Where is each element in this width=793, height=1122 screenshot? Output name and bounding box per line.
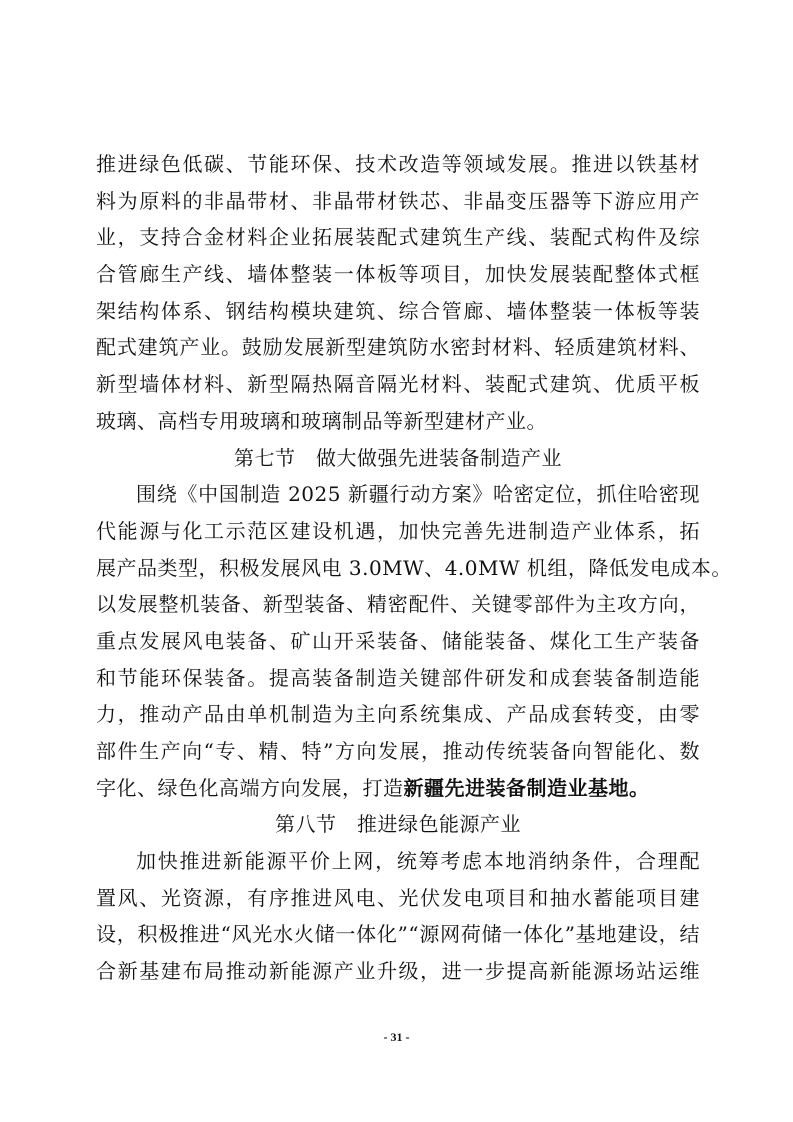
text-line: 架结构体系、钢结构模块建筑、综合管廊、墙体整装一体板等装 — [96, 298, 700, 323]
text-line: 置风、光资源，有序推进风电、光伏发电项目和抽水蓄能项目建 — [96, 885, 700, 910]
text-line: 以发展整机装备、新型装备、精密配件、关键零部件为主攻方向， — [96, 592, 700, 617]
text-line: 和节能环保装备。提高装备制造关键部件研发和成套装备制造能 — [96, 665, 700, 690]
text-line: 新型墙体材料、新型隔热隔音隔光材料、装配式建筑、优质平板 — [96, 372, 700, 397]
text-line: 加快推进新能源平价上网，统筹考虑本地消纳条件，合理配 — [136, 849, 700, 874]
text-line: 代能源与化工示范区建设机遇，加快完善先进制造产业体系，拓 — [96, 518, 700, 543]
text-line: 设，积极推进“风光水火储一体化”“源网荷储一体化”基地建设，结 — [96, 922, 700, 947]
text-line: 配式建筑产业。鼓励发展新型建筑防水密封材料、轻质建筑材料、 — [96, 335, 700, 360]
text-line: 料为原料的非晶带材、非晶带材铁芯、非晶变压器等下游应用产 — [96, 188, 700, 213]
text-line: 合管廊生产线、墙体整装一体板等项目，加快发展装配整体式框 — [96, 262, 700, 287]
body-text — [96, 146, 732, 990]
section-heading-7: 第七节 做大做强先进装备制造产业 — [234, 445, 562, 470]
text-line: 重点发展风电装备、矿山开采装备、储能装备、煤化工生产装备 — [96, 628, 700, 653]
text-normal: 字化、绿色化高端方向发展，打造 — [96, 775, 404, 800]
text-line: 推进绿色低碳、节能环保、技术改造等领域发展。推进以铁基材 — [96, 152, 700, 176]
text-line: 业，支持合金材料企业拓展装配式建筑生产线、装配式构件及综 — [96, 225, 700, 250]
text-line — [96, 770, 700, 807]
text-line: 合新基建布局推动新能源产业升级，进一步提高新能源场站运维 — [96, 959, 700, 984]
text-line: 围绕《中国制造 2025 新疆行动方案》哈密定位，抓住哈密现 — [136, 482, 700, 507]
text-line: 展产品类型，积极发展风电 3.0MW、4.0MW 机组，降低发电成本。 — [96, 555, 732, 580]
text-line: 部件生产向“专、精、特”方向发展，推动传统装备向智能化、数 — [96, 739, 700, 763]
text-line: 力，推动产品由单机制造为主向系统集成、产品成套转变，由零 — [96, 702, 700, 727]
text-line: 玻璃、高档专用玻璃和玻璃制品等新型建材产业。 — [96, 408, 547, 433]
page-number: - 31 - — [383, 1030, 410, 1044]
section-heading-8: 第八节 推进绿色能源产业 — [275, 812, 521, 837]
text-emphasis: 新疆先进装备制造业基地。 — [403, 775, 650, 800]
